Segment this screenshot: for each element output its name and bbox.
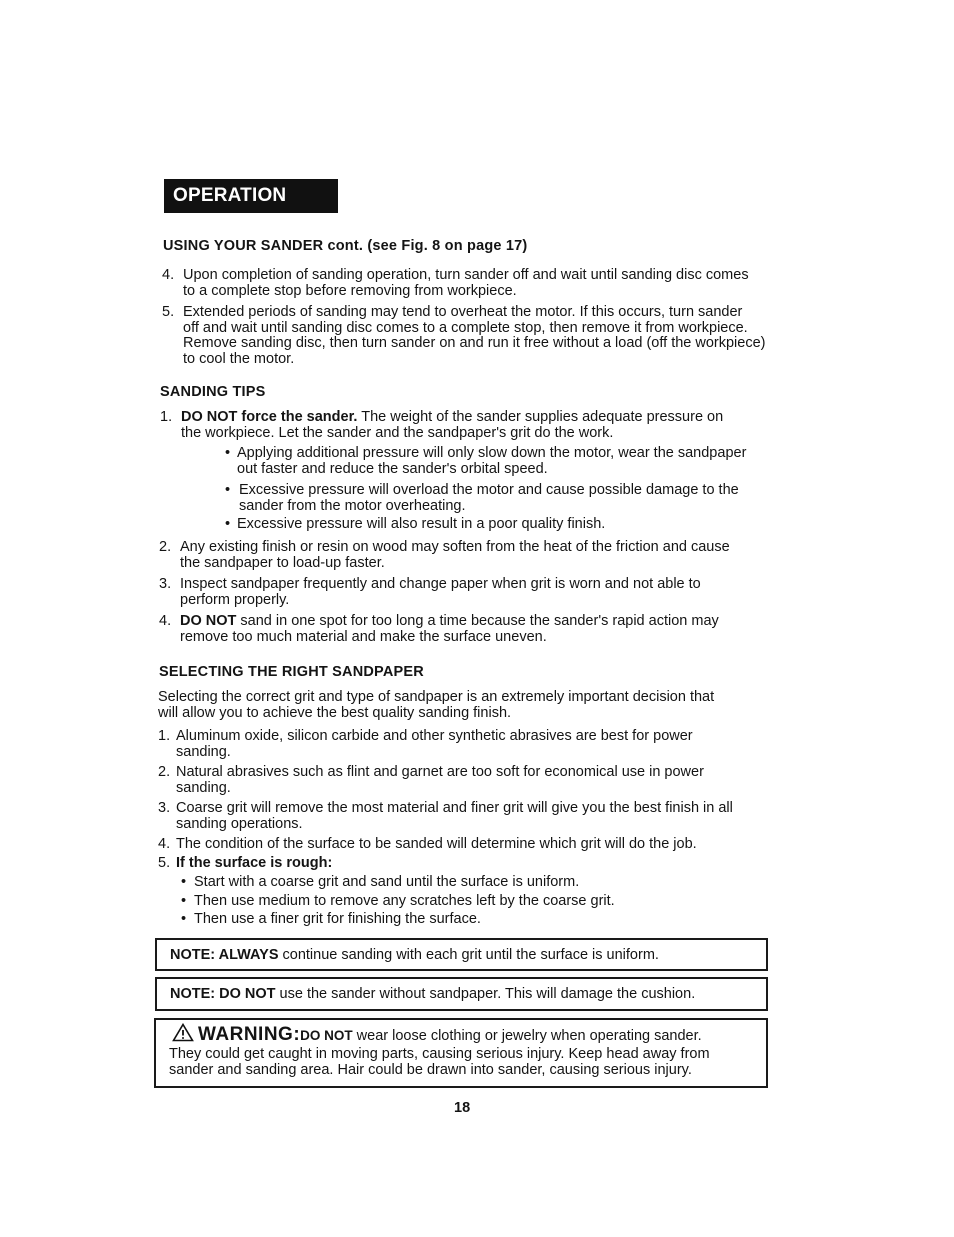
item-line: Aluminum oxide, silicon carbide and other synthetic abrasives are best for power [176,728,693,744]
section-banner: OPERATION cont. [164,179,338,213]
tips-item-1 [160,410,780,441]
item-line: Inspect sandpaper frequently and change paper when grit is worn and not able to [180,576,701,592]
note-do-not-box [155,977,768,1011]
item-line: Extended periods of sanding may tend to overheat the motor. If this occurs, turn sander [183,304,743,320]
bullet-line: Applying additional pressure will only slow down the motor, wear the sandpaper [237,445,747,461]
item-number: 1. [160,409,173,425]
item-line: Any existing finish or resin on wood may soften from the heat of the friction and cause [180,539,730,555]
bullet-icon: • [181,893,187,909]
item-number: 5. [158,855,171,871]
item-line: to a complete stop before removing from workpiece. [183,282,517,299]
warning-line: sander and sanding area. Hair could be drawn into sander, causing serious injury. [169,1062,692,1078]
item-line: Upon completion of sanding operation, turn sander off and wait until sanding disc comes [183,267,749,283]
sandpaper-heading: SELECTING THE RIGHT SANDPAPER [159,664,424,680]
item-number: 4. [158,836,171,852]
item-line: sanding operations. [176,815,303,832]
sandpaper-item-5 [158,856,778,872]
item-number: 4. [159,613,172,629]
item-number: 3. [159,576,172,592]
warning-bold: DO NOT [300,1028,353,1043]
sandpaper-bullet [181,912,741,928]
item-line: sanding. [176,743,231,760]
item-number: 5. [162,304,175,320]
bullet-line: Then use medium to remove any scratches left by the coarse grit. [194,893,615,909]
using-item-5 [162,305,792,367]
item-line: The weight of the sander supplies adequate pressure on [357,409,724,425]
note-always-box [155,938,768,971]
sandpaper-item-4 [158,837,778,853]
bullet-icon: • [181,874,187,890]
sandpaper-item-2 [158,765,778,796]
page-number: 18 [454,1100,471,1116]
sandpaper-intro [158,690,778,721]
tips-bullet [225,483,785,514]
item-number: 3. [158,800,171,816]
item-number: 4. [162,267,175,283]
bullet-icon: • [225,482,231,498]
tips-item-3 [159,577,779,608]
item-line: sand in one spot for too long a time because the sander's rapid action may [236,613,719,629]
note-text: continue sanding with each grit until the surface is uniform. [278,947,659,963]
item-bold-lead: DO NOT [180,613,237,629]
bullet-line: Then use a finer grit for finishing the surface. [194,911,481,927]
note-text: use the sander without sandpaper. This will damage the cushion. [275,986,696,1002]
intro-line: will allow you to achieve the best quality sanding finish. [158,704,512,721]
bullet-icon: • [181,911,187,927]
sandpaper-item-3 [158,801,788,832]
warning-line: wear loose clothing or jewelry when operating sander. [352,1028,702,1044]
item-line: The condition of the surface to be sanded will determine which grit will do the job. [176,836,697,852]
item-line: Natural abrasives such as flint and garnet are too soft for economical use in power [176,764,704,780]
using-item-4 [162,268,782,299]
item-number: 2. [158,764,171,780]
bullet-line: out faster and reduce the sander's orbital speed. [237,460,548,477]
item-number: 1. [158,728,171,744]
warning-triangle-icon [172,1023,194,1042]
item-line: Remove sanding disc, then turn sander on and run it free without a load (off the workpiece) [183,335,766,351]
item-number: 2. [159,539,172,555]
sandpaper-item-1 [158,729,778,760]
item-line: remove too much material and make the surface uneven. [180,628,547,645]
item-line: to cool the motor. [183,350,295,367]
tips-bullet [225,517,785,533]
bullet-icon: • [225,445,231,461]
sandpaper-bullet [181,875,741,891]
bullet-line: Start with a coarse grit and sand until the surface is uniform. [194,874,580,890]
item-bold-lead: DO NOT force the sander. [181,409,358,425]
bullet-icon: • [225,516,231,532]
sanding-tips-heading: SANDING TIPS [160,384,266,400]
tips-bullet [225,446,785,477]
using-sander-heading: USING YOUR SANDER cont. (see Fig. 8 on page 17) [163,238,528,254]
item-line: sanding. [176,779,231,796]
item-line: the sandpaper to load-up faster. [180,554,385,571]
item-line: the workpiece. Let the sander and the sandpaper's grit do the work. [181,424,614,441]
item-line: Coarse grit will remove the most material and finer grit will give you the best finish in all [176,800,733,816]
intro-line: Selecting the correct grit and type of sandpaper is an extremely important decision that [158,689,715,705]
item-line: off and wait until sanding disc comes to a complete stop, then remove it from workpiece. [183,319,748,336]
tips-item-2 [159,540,779,571]
bullet-line: sander from the motor overheating. [239,497,466,514]
item-bold-lead: If the surface is rough: [176,855,333,871]
tips-item-4 [159,614,779,645]
sandpaper-bullet [181,894,741,910]
warning-box [154,1018,768,1088]
bullet-line: Excessive pressure will overload the motor and cause possible damage to the [239,482,739,498]
note-label: NOTE: ALWAYS [170,947,279,963]
warning-title: WARNING: [198,1024,301,1045]
warning-line: They could get caught in moving parts, causing serious injury. Keep head away from [169,1046,710,1062]
bullet-line: Excessive pressure will also result in a poor quality finish. [237,516,606,532]
note-label: NOTE: DO NOT [170,986,276,1002]
item-line: perform properly. [180,591,290,608]
